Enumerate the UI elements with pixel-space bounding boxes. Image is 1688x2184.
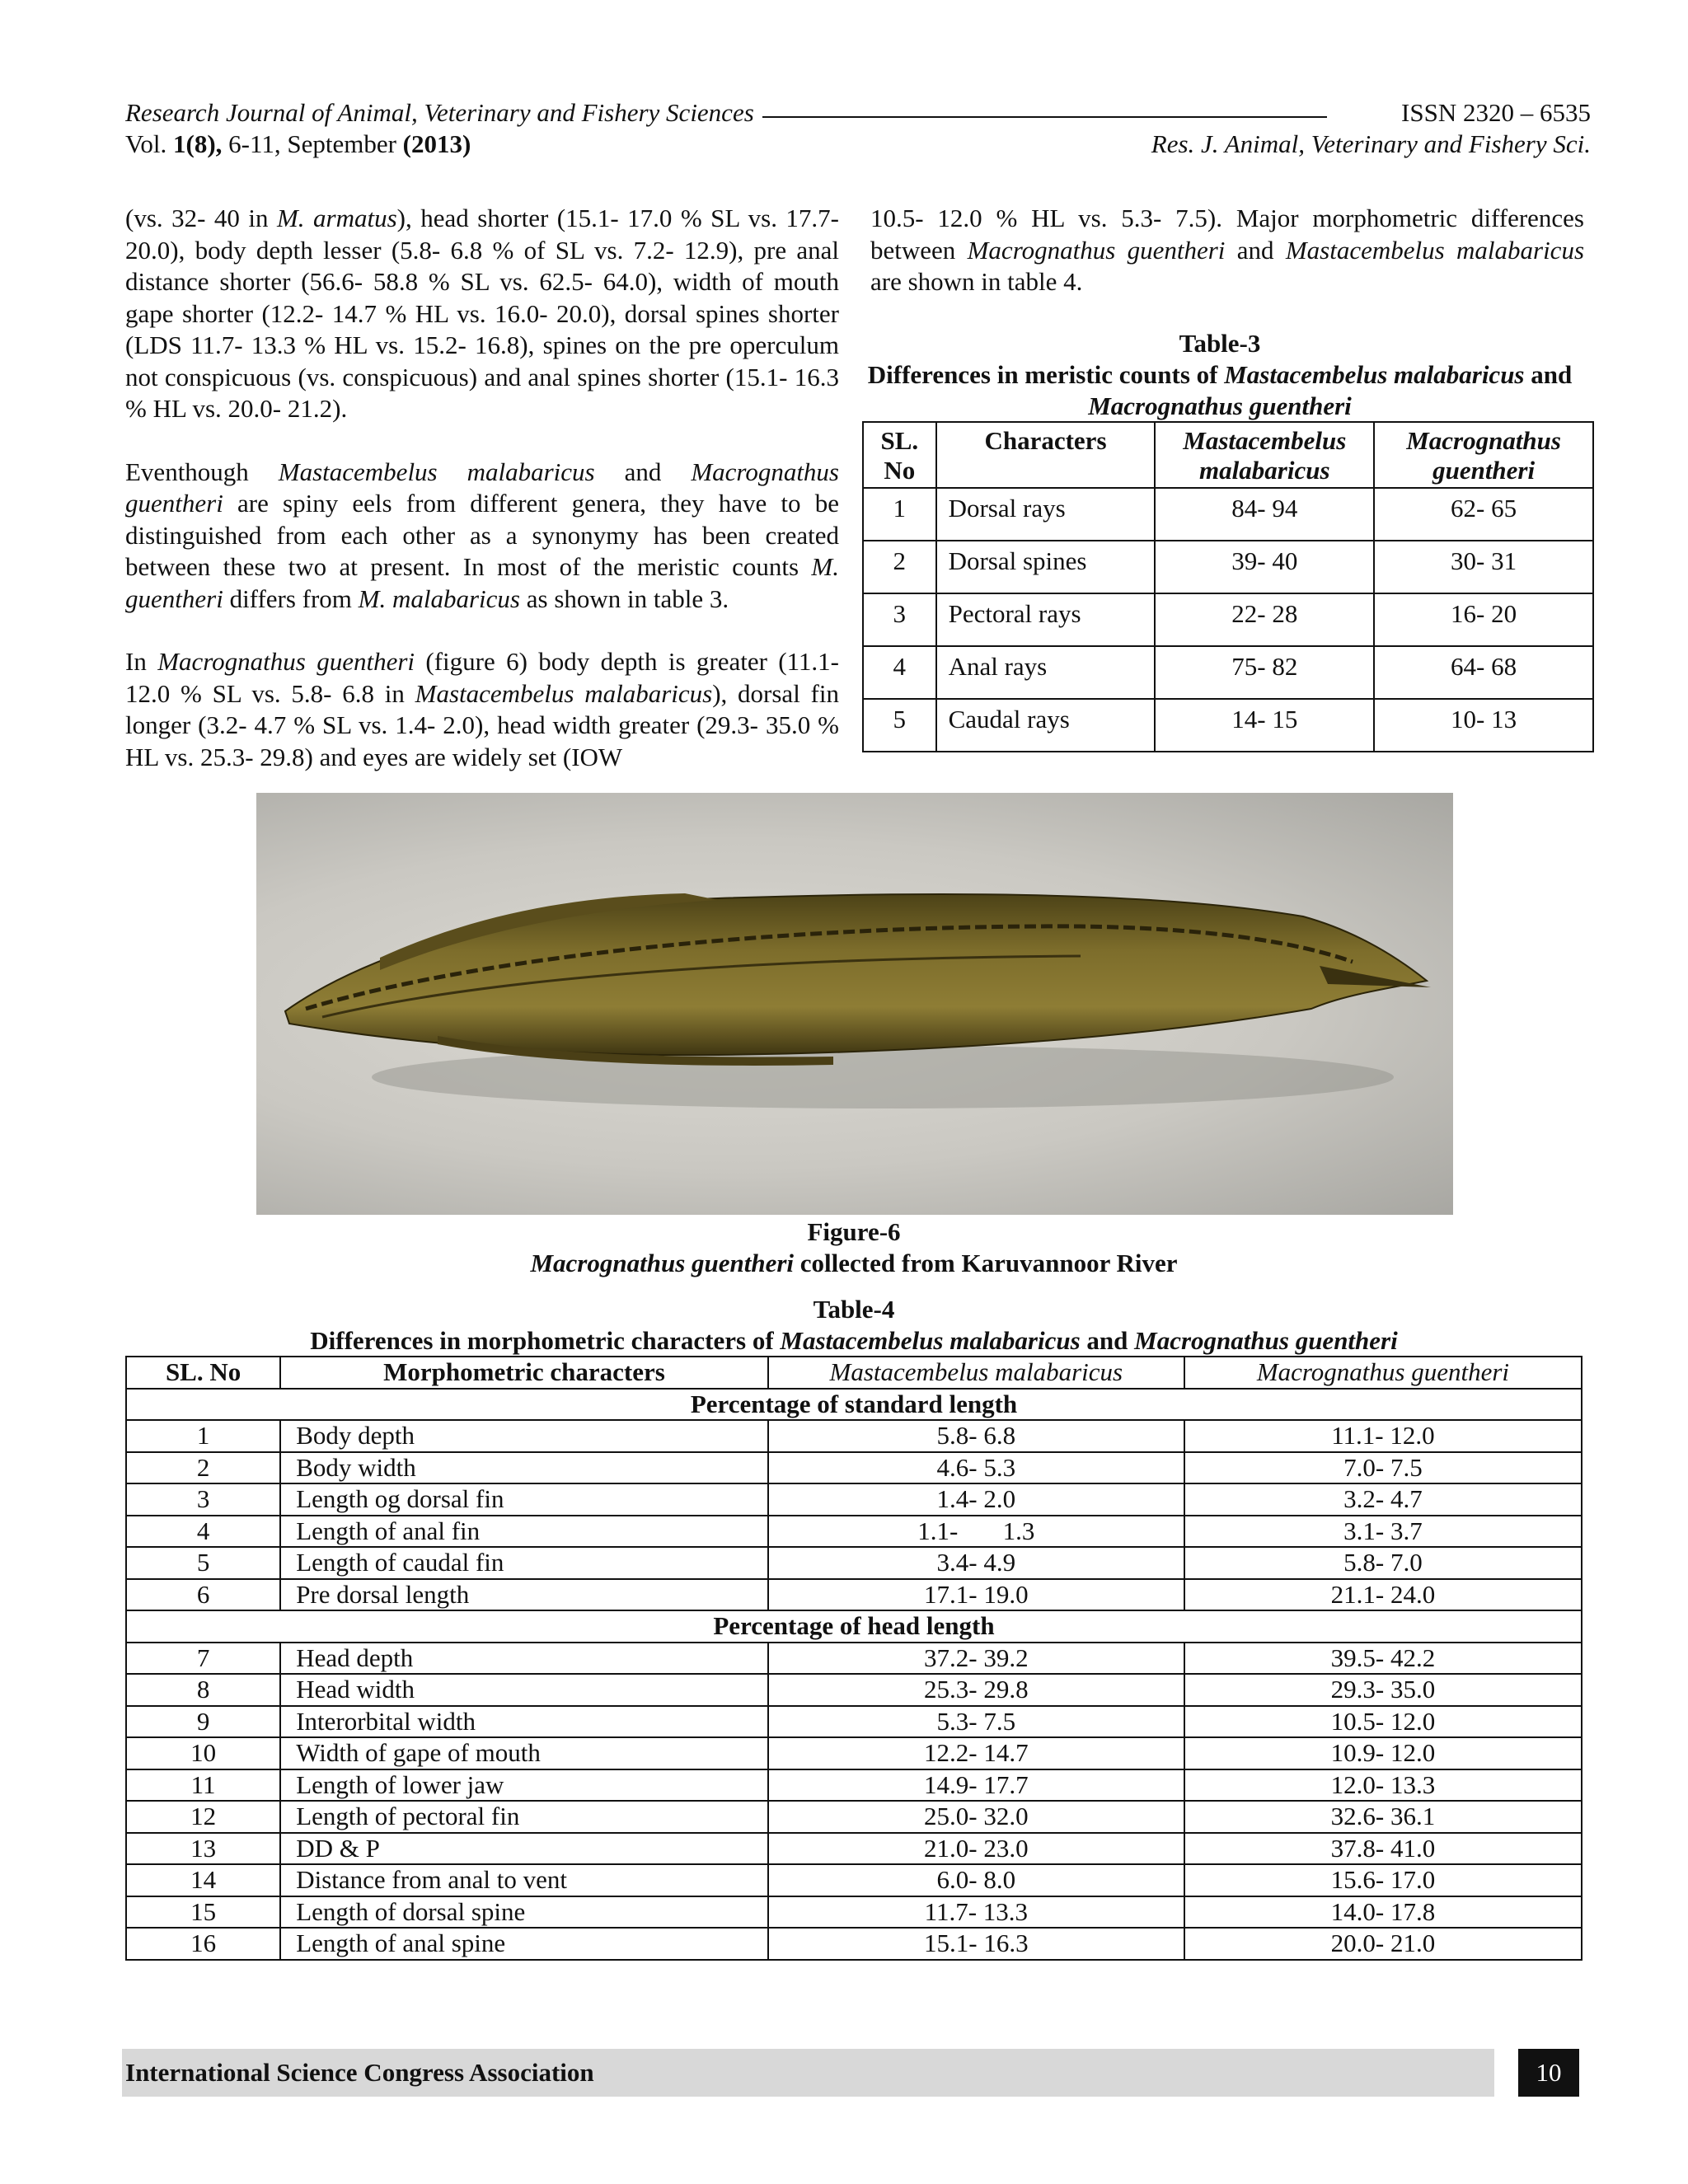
figure-caption-text: Macrognathus guentheri collected from Karuvannoor River: [530, 1249, 1178, 1277]
table-cell: Length of pectoral fin: [280, 1801, 768, 1833]
table-cell: 10: [126, 1737, 280, 1769]
table-row: [126, 1579, 1582, 1611]
table-cell: 5.8- 6.8: [768, 1420, 1184, 1452]
table-cell: Anal rays: [936, 646, 1156, 699]
table3: [862, 421, 1594, 752]
paragraph: (vs. 32- 40 in M. armatus), head shorter (15.1- 17.0 % SL vs. 17.7- 20.0), body depth lesser (5.8- 6.8 % of SL vs. 7.2- 12.9), pre anal distance shorter (56.6- 58.8 % SL vs. 62.5- 64.0), width of mouth gape shorter (12.2- 14.7 % HL vs. 16.0- 20.0), dorsal spines shorter (LDS 11.7- 13.3 % HL vs. 15.2- 16.8), spines on the pre operculum not conspicuous (vs. conspicuous) and anal spines shorter (15.1- 16.3 % HL vs. 20.0- 21.2).: [125, 204, 840, 423]
table-cell: 16- 20: [1374, 593, 1593, 646]
table-cell: Width of gape of mouth: [280, 1737, 768, 1769]
table-row: [863, 699, 1593, 752]
paragraph: Eventhough Mastacembelus malabaricus and Macrognathus guentheri are spiny eels from different genera, they have to be distinguished from each other as a synonymy has been created between these two at present. In most of the meristic counts M. guentheri differs from M. malabaricus as shown in table 3.: [125, 457, 840, 613]
table-cell: Dorsal rays: [936, 488, 1156, 541]
table4-title: Differences in morphometric characters of Mastacembelus malabaricus and Macrognathus guentheri: [310, 1326, 1398, 1355]
table-cell: 3: [863, 593, 936, 646]
table-cell: 9: [126, 1706, 280, 1738]
table-cell: 11.1- 12.0: [1184, 1420, 1582, 1452]
column-header: Mastacembelus malabaricus: [768, 1357, 1184, 1389]
journal-title: Research Journal of Animal, Veterinary and Fishery Sciences: [125, 98, 754, 127]
table-cell: 14.0- 17.8: [1184, 1896, 1582, 1929]
column-header: Morphometric characters: [280, 1357, 768, 1389]
column-header: Macrognathus guentheri: [1184, 1357, 1582, 1389]
table-cell: 14- 15: [1155, 699, 1374, 752]
table-cell: 12.2- 14.7: [768, 1737, 1184, 1769]
column-header: SL. No: [126, 1357, 280, 1389]
table-cell: Distance from anal to vent: [280, 1864, 768, 1896]
right-column: [870, 203, 1584, 330]
table-cell: Length of lower jaw: [280, 1769, 768, 1802]
table-header-row: [126, 1357, 1582, 1389]
table-row: [126, 1833, 1582, 1865]
table3-caption: [857, 328, 1582, 422]
table-row: [126, 1706, 1582, 1738]
table-cell: 25.3- 29.8: [768, 1674, 1184, 1706]
table-cell: Length of anal spine: [280, 1928, 768, 1960]
table-cell: 64- 68: [1374, 646, 1593, 699]
table-cell: 1: [863, 488, 936, 541]
table4: [125, 1356, 1582, 1961]
table-row: [863, 593, 1593, 646]
table-cell: 4: [126, 1516, 280, 1548]
table-cell: Length of anal fin: [280, 1516, 768, 1548]
section-row: [126, 1610, 1582, 1643]
table-cell: 2: [126, 1452, 280, 1484]
table-cell: 39- 40: [1155, 541, 1374, 593]
pages-date: 6-11, September: [222, 129, 403, 158]
column-header: SL. No: [863, 422, 936, 488]
table-cell: 13: [126, 1833, 280, 1865]
table-cell: 3.4- 4.9: [768, 1547, 1184, 1579]
table4-label: Table-4: [813, 1295, 895, 1324]
vol-number: 1(8),: [173, 129, 223, 158]
figure-label: Figure-6: [807, 1217, 901, 1246]
table-row: [126, 1643, 1582, 1675]
table-row: [863, 646, 1593, 699]
table-cell: Body depth: [280, 1420, 768, 1452]
table-cell: Head width: [280, 1674, 768, 1706]
table-row: [126, 1547, 1582, 1579]
table-cell: 7.0- 7.5: [1184, 1452, 1582, 1484]
table-cell: Length og dorsal fin: [280, 1483, 768, 1516]
running-header: [125, 97, 1591, 129]
table-cell: 37.2- 39.2: [768, 1643, 1184, 1675]
table-cell: Caudal rays: [936, 699, 1156, 752]
table-cell: 11.7- 13.3: [768, 1896, 1184, 1929]
table-cell: 10- 13: [1374, 699, 1593, 752]
table-row: [126, 1483, 1582, 1516]
table-cell: DD & P: [280, 1833, 768, 1865]
table-cell: 5.8- 7.0: [1184, 1547, 1582, 1579]
table-cell: 14: [126, 1864, 280, 1896]
table-row: [126, 1864, 1582, 1896]
journal-abbrev: Res. J. Animal, Veterinary and Fishery Sci.: [1151, 129, 1591, 158]
table-cell: 21.1- 24.0: [1184, 1579, 1582, 1611]
table-cell: 10.5- 12.0: [1184, 1706, 1582, 1738]
table-cell: 12.0- 13.3: [1184, 1769, 1582, 1802]
table-cell: 1.1- 1.3: [768, 1516, 1184, 1548]
table-cell: 29.3- 35.0: [1184, 1674, 1582, 1706]
table-cell: 7: [126, 1643, 280, 1675]
table-cell: Length of dorsal spine: [280, 1896, 768, 1929]
table-cell: Dorsal spines: [936, 541, 1156, 593]
table-row: [863, 488, 1593, 541]
table-cell: 11: [126, 1769, 280, 1802]
table-cell: 14.9- 17.7: [768, 1769, 1184, 1802]
table-cell: 15.1- 16.3: [768, 1928, 1184, 1960]
fish-image: [256, 793, 1453, 1215]
table-row: [126, 1420, 1582, 1452]
table-cell: 20.0- 21.0: [1184, 1928, 1582, 1960]
table-cell: 5: [863, 699, 936, 752]
figure-caption: [125, 1216, 1582, 1279]
year: (2013): [402, 129, 471, 158]
table-row: [126, 1452, 1582, 1484]
table-row: [126, 1674, 1582, 1706]
table-cell: 62- 65: [1374, 488, 1593, 541]
table-cell: Head depth: [280, 1643, 768, 1675]
table-cell: 37.8- 41.0: [1184, 1833, 1582, 1865]
left-column: [125, 203, 839, 804]
table-cell: 75- 82: [1155, 646, 1374, 699]
table-cell: 22- 28: [1155, 593, 1374, 646]
column-header: Macrognathus guentheri: [1374, 422, 1593, 488]
table-cell: 32.6- 36.1: [1184, 1801, 1582, 1833]
table-cell: 17.1- 19.0: [768, 1579, 1184, 1611]
table-row: [126, 1896, 1582, 1929]
table-cell: 4.6- 5.3: [768, 1452, 1184, 1484]
table-cell: 6: [126, 1579, 280, 1611]
table-cell: 4: [863, 646, 936, 699]
volume-line: [125, 129, 1591, 160]
vol-prefix: Vol.: [125, 129, 174, 158]
table3-label: Table-3: [1179, 329, 1261, 358]
table-cell: 2: [863, 541, 936, 593]
table-cell: Interorbital width: [280, 1706, 768, 1738]
paragraph: In Macrognathus guentheri (figure 6) body depth is greater (11.1- 12.0 % SL vs. 5.8- 6.8 in Mastacembelus malabaricus), dorsal fin longer (3.2- 4.7 % SL vs. 1.4- 2.0), head width greater (29.3- 35.0 % HL vs. 25.3- 29.8) and eyes are widely set (IOW: [125, 647, 840, 771]
table-cell: 15.6- 17.0: [1184, 1864, 1582, 1896]
page-number: 10: [1518, 2049, 1579, 2097]
table-cell: 15: [126, 1896, 280, 1929]
table-cell: 3.1- 3.7: [1184, 1516, 1582, 1548]
issn: ISSN 2320 – 6535: [1401, 98, 1591, 127]
footer-organization: International Science Congress Association: [125, 2058, 594, 2087]
table-cell: 10.9- 12.0: [1184, 1737, 1582, 1769]
paragraph: 10.5- 12.0 % HL vs. 5.3- 7.5). Major morphometric differences between Macrognathus guentheri and Mastacembelus malabaricus are shown in table 4.: [870, 204, 1585, 296]
table-row: [126, 1801, 1582, 1833]
table-cell: 39.5- 42.2: [1184, 1643, 1582, 1675]
column-header: Mastacembelus malabaricus: [1155, 422, 1374, 488]
table-cell: 25.0- 32.0: [768, 1801, 1184, 1833]
table-row: [126, 1737, 1582, 1769]
fish-photo: [256, 793, 1453, 1215]
table-cell: 3: [126, 1483, 280, 1516]
table-cell: Pre dorsal length: [280, 1579, 768, 1611]
table-cell: 5.3- 7.5: [768, 1706, 1184, 1738]
column-header: Characters: [936, 422, 1156, 488]
table-row: [863, 541, 1593, 593]
table-cell: 8: [126, 1674, 280, 1706]
table3-title: Differences in meristic counts of Mastacembelus malabaricus and Macrognathus guentheri: [867, 360, 1573, 420]
table-row: [126, 1769, 1582, 1802]
table-cell: 84- 94: [1155, 488, 1374, 541]
footer-bar: [122, 2049, 1494, 2097]
table-cell: 1: [126, 1420, 280, 1452]
table-header-row: [863, 422, 1593, 488]
header-rule: [762, 116, 1327, 118]
table-cell: 21.0- 23.0: [768, 1833, 1184, 1865]
table-cell: 12: [126, 1801, 280, 1833]
table4-caption: [125, 1294, 1582, 1357]
section-title: Percentage of head length: [126, 1610, 1582, 1643]
table-cell: 30- 31: [1374, 541, 1593, 593]
table-row: [126, 1928, 1582, 1960]
table-cell: Body width: [280, 1452, 768, 1484]
table-cell: Pectoral rays: [936, 593, 1156, 646]
section-title: Percentage of standard length: [126, 1389, 1582, 1421]
table-cell: 5: [126, 1547, 280, 1579]
table-cell: 16: [126, 1928, 280, 1960]
table-cell: Length of caudal fin: [280, 1547, 768, 1579]
table-cell: 6.0- 8.0: [768, 1864, 1184, 1896]
section-row: [126, 1389, 1582, 1421]
table-cell: 1.4- 2.0: [768, 1483, 1184, 1516]
table-row: [126, 1516, 1582, 1548]
table-cell: 3.2- 4.7: [1184, 1483, 1582, 1516]
